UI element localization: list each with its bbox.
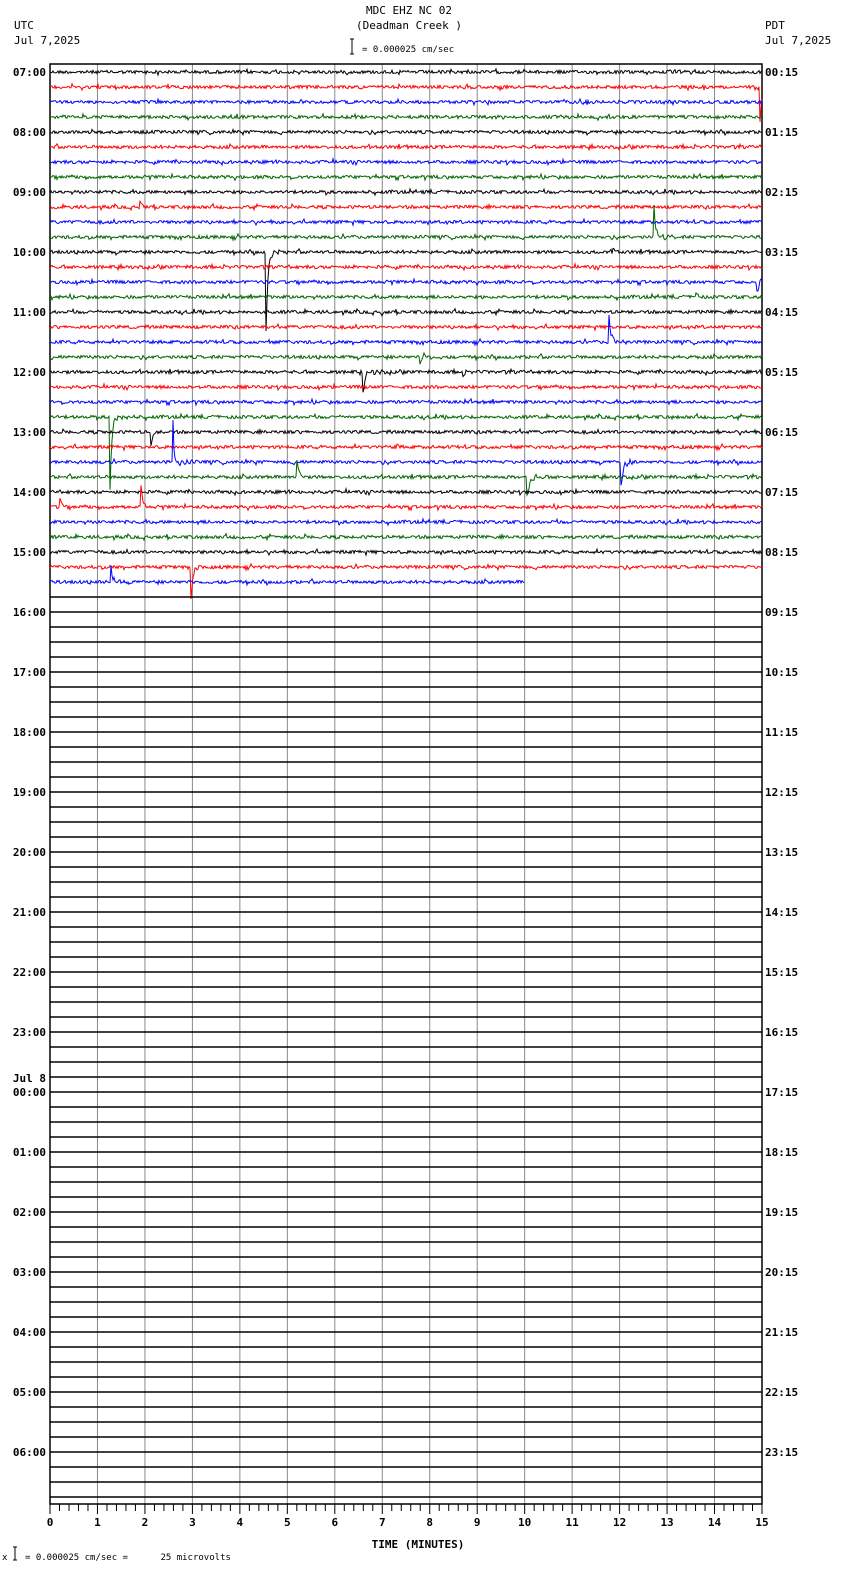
pdt-hour-label: 05:15 [765,366,799,379]
right-date: Jul 7,2025 [765,34,832,47]
seismic-trace [50,429,762,446]
pdt-hour-label: 22:15 [765,1386,799,1399]
pdt-hour-label: 01:15 [765,126,799,139]
utc-hour-label: 06:00 [12,1446,46,1459]
pdt-hour-label: 11:15 [765,726,799,739]
x-tick-label: 8 [426,1516,434,1529]
seismic-trace [50,485,762,510]
utc-hour-label: 22:00 [12,966,46,979]
traces [50,69,762,1497]
seismic-trace [50,309,762,316]
utc-hour-label: 03:00 [12,1266,46,1279]
x-tick-label: 6 [331,1516,339,1529]
pdt-hour-label: 17:15 [765,1086,799,1099]
pdt-hour-label: 04:15 [765,306,799,319]
seismic-trace [50,159,762,165]
utc-hour-label: 13:00 [12,426,46,439]
seismic-trace [50,444,762,450]
seismic-trace [50,549,762,555]
pdt-hour-label: 03:15 [765,246,799,259]
x-tick-label: 0 [46,1516,54,1529]
x-tick-label: 9 [473,1516,481,1529]
pdt-hour-label: 02:15 [765,186,799,199]
x-tick-label: 4 [236,1516,244,1529]
pdt-hour-label: 07:15 [765,486,799,499]
left-timezone: UTC [14,19,34,32]
utc-hour-label: 17:00 [12,666,46,679]
right-timezone: PDT [765,19,785,32]
seismic-trace [50,201,762,210]
x-tick-label: 13 [660,1516,674,1529]
pdt-hour-label: 12:15 [765,786,799,799]
seismic-trace [50,353,762,364]
pdt-hour-label: 08:15 [765,546,799,559]
x-tick-label: 1 [94,1516,101,1529]
x-tick-label: 12 [612,1516,627,1529]
x-axis [47,1504,769,1529]
seismic-trace [50,189,762,195]
pdt-hour-label: 00:15 [765,66,799,79]
seismic-trace [50,114,762,120]
pdt-hour-label: 14:15 [765,906,799,919]
x-tick-label: 2 [141,1516,149,1529]
utc-hour-label: 20:00 [12,846,46,859]
utc-hour-label: 05:00 [12,1386,46,1399]
footer-marker: x [2,1553,8,1563]
pdt-hour-label: 23:15 [765,1446,799,1459]
seismic-trace [50,99,762,105]
station-title: MDC EHZ NC 02 [365,4,453,17]
seismic-trace [50,315,762,345]
seismic-trace [50,384,762,390]
pdt-hour-label: 21:15 [765,1326,799,1339]
x-tick-label: 5 [284,1516,291,1529]
utc-hour-label: 14:00 [12,486,46,499]
utc-hour-label: 11:00 [12,306,46,319]
x-axis-label: TIME (MINUTES) [371,1538,465,1551]
utc-hour-label: 04:00 [12,1326,46,1339]
x-tick-label: 3 [189,1516,196,1529]
x-tick-label: 10 [518,1516,532,1529]
seismic-trace [50,130,762,136]
pdt-hour-label: 16:15 [765,1026,799,1039]
utc-hour-label: 21:00 [12,906,46,919]
station-name: (Deadman Creek ) [356,19,462,32]
pdt-hour-label: 09:15 [765,606,799,619]
footer-scale-note: = 0.000025 cm/sec = 25 microvolts [25,1553,231,1563]
seismic-trace [50,174,762,180]
left-date: Jul 7,2025 [14,34,81,47]
utc-hour-label: 12:00 [12,366,46,379]
utc-hour-label: 07:00 [12,66,46,79]
utc-hour-label: 09:00 [12,186,46,199]
x-tick-label: 7 [378,1516,386,1529]
seismic-trace [50,324,762,330]
seismic-trace [50,489,762,495]
utc-hour-label: 19:00 [12,786,46,799]
utc-hour-label: 01:00 [12,1146,46,1159]
utc-hour-label: 18:00 [12,726,46,739]
seismic-trace [50,248,762,331]
pdt-hour-label: 06:15 [765,426,799,439]
utc-hour-label: 10:00 [12,246,46,259]
pdt-hour-label: 10:15 [765,666,799,679]
utc-hour-label: 08:00 [12,126,46,139]
utc-hour-label: 16:00 [12,606,46,619]
date-change-label: Jul 8 [12,1072,46,1085]
utc-hour-label: 02:00 [12,1206,46,1219]
x-tick-label: 14 [707,1516,722,1529]
seismic-trace [50,519,762,525]
x-tick-label: 15 [755,1516,769,1529]
pdt-hour-label: 20:15 [765,1266,799,1279]
pdt-hour-label: 15:15 [765,966,799,979]
pdt-hour-label: 19:15 [765,1206,799,1219]
seismic-trace [50,293,762,300]
seismic-trace [50,69,762,75]
footer-scale-bar-icon [13,1547,17,1560]
pdt-hour-label: 18:15 [765,1146,799,1159]
utc-hour-label: 15:00 [12,546,46,559]
seismic-trace [50,399,762,405]
seismic-trace [50,144,762,150]
seismic-trace [50,264,762,270]
seismic-trace [50,534,762,540]
x-tick-label: 11 [565,1516,579,1529]
utc-hour-label: 23:00 [12,1026,46,1039]
utc-hour-label: 00:00 [12,1086,46,1099]
pdt-hour-label: 13:15 [765,846,799,859]
scale-label: = 0.000025 cm/sec [362,45,455,55]
scale-bar-icon [350,39,354,54]
seismic-trace [50,279,762,291]
